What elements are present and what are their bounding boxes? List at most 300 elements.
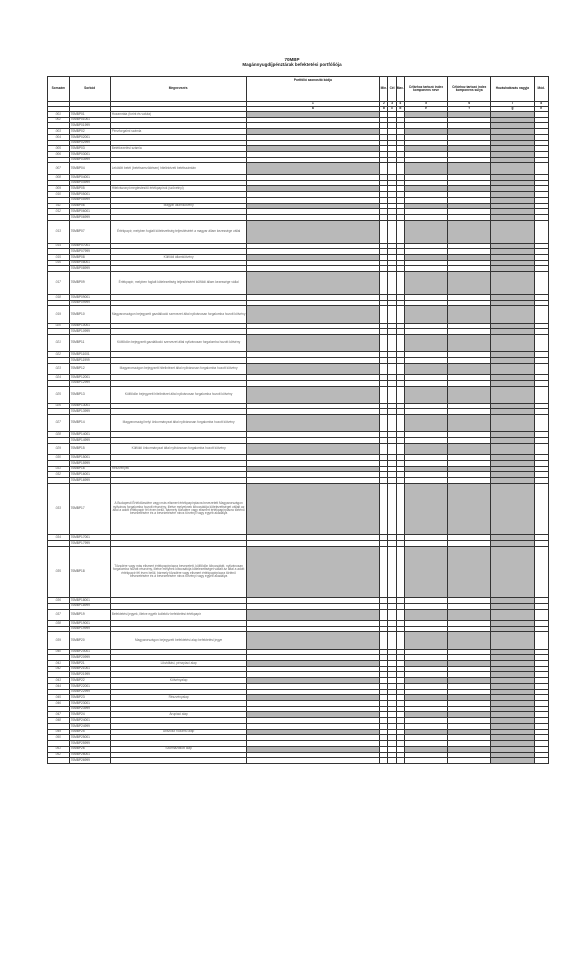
form-code: 70MBP xyxy=(284,57,300,62)
row-code: 70MBP07999 xyxy=(69,249,110,255)
row-number: 011 xyxy=(48,203,70,209)
col-number: 2 xyxy=(380,102,388,107)
col-number: 8 xyxy=(534,102,548,107)
row-code: 70MBP24 xyxy=(69,712,110,718)
max-cell xyxy=(396,415,404,432)
row-code: 70MBP23999 xyxy=(69,706,110,712)
row-code: 70MBP06 xyxy=(69,203,110,209)
header-row xyxy=(48,77,549,102)
row-number: 028 xyxy=(48,432,70,438)
portfolio-cell xyxy=(246,220,380,243)
hozam-cell xyxy=(491,546,534,597)
row-code: 70MBP08001 xyxy=(69,260,110,266)
mod-cell xyxy=(534,335,548,352)
row-code: 70MBP21 xyxy=(69,661,110,667)
row-code: 70MBP08999 xyxy=(69,266,110,272)
col-number: 1 xyxy=(246,102,380,107)
row-code: 70MBP25999 xyxy=(69,741,110,747)
index-name-cell xyxy=(404,220,447,243)
index-name-cell xyxy=(404,163,447,174)
mod-cell xyxy=(534,415,548,432)
col-header-index-suly: Célárhoz tartozó index komponens súlya xyxy=(448,77,491,102)
table-row xyxy=(48,363,549,374)
row-number: 038 xyxy=(48,620,70,626)
row-description: Pénzforgalmi számla xyxy=(110,129,246,135)
row-number: 029 xyxy=(48,443,70,454)
hozam-cell xyxy=(491,443,534,454)
col-number: 6 xyxy=(448,102,491,107)
portfolio-cell xyxy=(246,415,380,432)
mod-cell xyxy=(534,363,548,374)
index-name-cell xyxy=(404,483,447,534)
portfolio-cell xyxy=(246,632,380,649)
row-code: 70MBP17001 xyxy=(69,535,110,541)
row-code: 70MBP25001 xyxy=(69,735,110,741)
row-code: 70MBP15001 xyxy=(69,455,110,461)
col-header-megnevezes: Megnevezés xyxy=(110,77,246,102)
row-code: 70MBP14001 xyxy=(69,432,110,438)
row-number: 019 xyxy=(48,306,70,323)
index-name-cell xyxy=(404,272,447,295)
row-code: 70MBP19001 xyxy=(69,620,110,626)
row-number: 030 xyxy=(48,455,70,461)
portfolio-table xyxy=(47,76,549,764)
row-code: 70MBP05001 xyxy=(69,192,110,198)
table-row xyxy=(48,443,549,454)
row-number: 012 xyxy=(48,209,70,215)
cel-cell xyxy=(388,220,396,243)
row-description: Hitelviszonyt megtestesítő értékpapírok (szövetnyi) xyxy=(110,186,246,192)
row-number: 017 xyxy=(48,272,70,295)
row-code: 70MBP06001 xyxy=(69,209,110,215)
index-weight-cell xyxy=(448,163,491,174)
hozam-cell xyxy=(491,632,534,649)
row-code: 70MBP20999 xyxy=(69,655,110,661)
row-description: Értékpapír, melyben foglalt kötelezettség teljesítéséért külföldi állam kezessége vállal xyxy=(110,272,246,295)
row-description: Abszolút hozamú alap xyxy=(110,729,246,735)
row-code: 70MBP22999 xyxy=(69,689,110,695)
row-code: 70MBP03999 xyxy=(69,157,110,163)
mod-cell xyxy=(534,758,548,764)
row-number: 052 xyxy=(48,752,70,758)
hozam-cell xyxy=(491,335,534,352)
row-description: Lekötött betét (betétszerződésen) hitelintézeti betétszámlán xyxy=(110,163,246,174)
row-description: Árupiaci alap xyxy=(110,712,246,718)
min-cell xyxy=(380,443,388,454)
col-header-mod: Mód. xyxy=(534,77,548,102)
row-number: 022 xyxy=(48,352,70,358)
min-cell xyxy=(380,220,388,243)
row-code: 70MBP17999 xyxy=(69,540,110,546)
hozam-cell xyxy=(491,163,534,174)
index-weight-cell xyxy=(448,272,491,295)
min-cell xyxy=(380,306,388,323)
index-name-cell xyxy=(404,443,447,454)
row-code: 70MBP26 xyxy=(69,746,110,752)
row-number: 032 xyxy=(48,472,70,478)
index-weight-cell xyxy=(448,483,491,534)
index-weight-cell xyxy=(448,335,491,352)
row-description: Magyarországon bejegyzett hitelintézet által nyilvánosan forgalomba hozott kötvény xyxy=(110,363,246,374)
row-code: 70MBP22 xyxy=(69,678,110,684)
row-number: 023 xyxy=(48,363,70,374)
row-code: 70MBP12 xyxy=(69,363,110,374)
row-number: 040 xyxy=(48,649,70,655)
max-cell xyxy=(396,272,404,295)
col-header-sorszam: Sorszám xyxy=(48,77,70,102)
row-number: 051 xyxy=(48,746,70,752)
table-row xyxy=(48,546,549,597)
hozam-cell xyxy=(491,415,534,432)
min-cell xyxy=(380,386,388,403)
cel-cell xyxy=(388,163,396,174)
page-header xyxy=(0,57,584,68)
cel-cell xyxy=(388,306,396,323)
col-letter: b xyxy=(380,107,388,112)
row-code: 70MBP16999 xyxy=(69,478,110,484)
cel-cell xyxy=(388,272,396,295)
row-description: Külföldön bejegyzett hitelintézet által nyilvánosan forgalomba hozott kötvény xyxy=(110,386,246,403)
table-row xyxy=(48,272,549,295)
row-description: Tőzsdére vagy más elismert értékpapírpiacra bevezetett, külföldön kibocsátott, nyilvánosan forgalomba hozott részvény, illetve melynek kibocsátója kötelezettséget vállalt az által a adott értékpapír fél éven belül, bármely tőzsdére vagy elismert értékpapírpiacra történő bevezetésére és a bevezetésére nincs törvényi vagy egyéb akadálya xyxy=(110,546,246,597)
table-body xyxy=(48,112,549,764)
row-code: 70MBP22001 xyxy=(69,683,110,689)
row-description: A Budapesti Értéktőzsdére vagy más elismert értékpapírpiacra bevezetett Magyarországon nyilvános forgalomba hozott részvény, illetve melyeknek kibocsátója kötelezettséget vállalt az által a adott értékpapír fél éven belül, bármely tőzsdére vagy elismert értékpapírpiacra történő bevezetésére és a bevezetésére nincs törvényi vagy egyéb akadálya xyxy=(110,483,246,534)
row-code: 70MBP23001 xyxy=(69,701,110,707)
row-number: 004 xyxy=(48,134,70,140)
row-code: 70MBP02001 xyxy=(69,134,110,140)
index-name-cell xyxy=(404,386,447,403)
row-code: 70MBP07001 xyxy=(69,243,110,249)
hozam-cell xyxy=(491,306,534,323)
row-number: 024 xyxy=(48,375,70,381)
row-code: 70MBP01999 xyxy=(69,123,110,129)
row-code: 70MBP15999 xyxy=(69,460,110,466)
row-code: 70MBP01001 xyxy=(69,117,110,123)
index-name-cell xyxy=(404,415,447,432)
row-code: 70MBP04001 xyxy=(69,174,110,180)
portfolio-cell xyxy=(246,306,380,323)
index-name-cell xyxy=(404,335,447,352)
row-code: 70MBP24999 xyxy=(69,723,110,729)
hozam-cell xyxy=(491,483,534,534)
row-description: Külföldi önkormányzat által nyilvánosan forgalomba hozott kötvény xyxy=(110,443,246,454)
index-weight-cell xyxy=(448,386,491,403)
row-number: 048 xyxy=(48,718,70,724)
row-number: 015 xyxy=(48,254,70,260)
table-row xyxy=(48,758,549,764)
row-number: 035 xyxy=(48,546,70,597)
row-code: 70MBP14 xyxy=(69,415,110,432)
max-cell xyxy=(396,609,404,620)
max-cell xyxy=(396,306,404,323)
row-code: 70MBP09 xyxy=(69,272,110,295)
row-code: 70MBP10 xyxy=(69,306,110,323)
mod-cell xyxy=(534,443,548,454)
min-cell xyxy=(380,632,388,649)
cel-cell xyxy=(388,415,396,432)
col-header-sorkod: Sorkód xyxy=(69,77,110,102)
row-number: 020 xyxy=(48,323,70,329)
col-header-hozam: Hozáshatárzás nagyja xyxy=(491,77,534,102)
row-number: 005 xyxy=(48,146,70,152)
row-code: 70MBP26001 xyxy=(69,752,110,758)
hozam-cell xyxy=(491,363,534,374)
portfolio-cell xyxy=(246,758,380,764)
row-number: 010 xyxy=(48,192,70,198)
row-code: 70MBP24001 xyxy=(69,718,110,724)
table-row xyxy=(48,415,549,432)
row-code: 70MBP11 xyxy=(69,335,110,352)
row-number: 014 xyxy=(48,243,70,249)
col-header-cel: Cél xyxy=(388,77,396,102)
row-description: Származtatott alap xyxy=(110,746,246,752)
portfolio-cell xyxy=(246,483,380,534)
row-code: 70MBP07 xyxy=(69,220,110,243)
hozam-cell xyxy=(491,272,534,295)
row-code: 70MBP25 xyxy=(69,729,110,735)
portfolio-cell xyxy=(246,546,380,597)
col-letter: a xyxy=(246,107,380,112)
max-cell xyxy=(396,363,404,374)
table-row xyxy=(48,163,549,174)
mod-cell xyxy=(534,163,548,174)
row-number: 042 xyxy=(48,666,70,672)
row-description: Külföldön bejegyzett gazdálkodó szervezet által nyilvánosan forgalomba hozott kötvény xyxy=(110,335,246,352)
row-number: 046 xyxy=(48,701,70,707)
portfolio-cell xyxy=(246,363,380,374)
min-cell xyxy=(380,163,388,174)
row-number: 008 xyxy=(48,174,70,180)
row-code: 70MBP10001 xyxy=(69,323,110,329)
col-number: 3 xyxy=(388,102,396,107)
portfolio-cell xyxy=(246,386,380,403)
row-description: Hozamráta (forint és valuta) xyxy=(110,112,246,118)
row-number: 039 xyxy=(48,632,70,649)
max-cell xyxy=(396,546,404,597)
row-code: 70MBP19999 xyxy=(69,626,110,632)
row-number: 009 xyxy=(48,186,70,192)
row-number: 002 xyxy=(48,117,70,123)
row-code: 70MBP08 xyxy=(69,254,110,260)
table-row xyxy=(48,632,549,649)
cel-cell xyxy=(388,546,396,597)
index-weight-cell xyxy=(448,415,491,432)
row-number: 016 xyxy=(48,260,70,266)
row-code: 70MBP11001 xyxy=(69,352,110,358)
row-code: 70MBP09001 xyxy=(69,295,110,301)
row-code: 70MBP19 xyxy=(69,609,110,620)
row-number: 006 xyxy=(48,152,70,158)
row-code: 70MBP17 xyxy=(69,483,110,534)
row-code: 70MBP16 xyxy=(69,466,110,472)
row-number: 025 xyxy=(48,386,70,403)
row-number: 007 xyxy=(48,163,70,174)
row-code: 70MBP02999 xyxy=(69,140,110,146)
max-cell xyxy=(396,163,404,174)
index-name-cell xyxy=(404,632,447,649)
row-description: Betétkezelési számla xyxy=(110,146,246,152)
mod-cell xyxy=(534,272,548,295)
max-cell xyxy=(396,443,404,454)
row-number: 021 xyxy=(48,335,70,352)
mod-cell xyxy=(534,483,548,534)
col-number: 5 xyxy=(404,102,447,107)
row-description: Magyarországon bejegyzett befektetési alap befektetési jegye xyxy=(110,632,246,649)
min-cell xyxy=(380,758,388,764)
min-cell xyxy=(380,335,388,352)
table-row xyxy=(48,335,549,352)
row-code: 70MBP05 xyxy=(69,186,110,192)
row-description: Magyar államkötvény xyxy=(110,203,246,209)
row-code: 70MBP26999 xyxy=(69,758,110,764)
row-code: 70MBP01 xyxy=(69,112,110,118)
row-number: 031 xyxy=(48,466,70,472)
col-number: 4 xyxy=(396,102,404,107)
row-code: 70MBP18999 xyxy=(69,603,110,609)
min-cell xyxy=(380,363,388,374)
row-number: 043 xyxy=(48,678,70,684)
mod-cell xyxy=(534,609,548,620)
row-description: Részvényalap xyxy=(110,695,246,701)
row-number: 045 xyxy=(48,695,70,701)
portfolio-cell xyxy=(246,609,380,620)
portfolio-cell xyxy=(246,443,380,454)
row-code: 70MBP21999 xyxy=(69,672,110,678)
hozam-cell xyxy=(491,758,534,764)
row-number: 033 xyxy=(48,483,70,534)
col-letter: h xyxy=(534,107,548,112)
index-name-cell xyxy=(404,363,447,374)
cel-cell xyxy=(388,386,396,403)
table-row xyxy=(48,386,549,403)
row-number: 034 xyxy=(48,535,70,541)
row-number: 013 xyxy=(48,220,70,243)
mod-cell xyxy=(534,306,548,323)
max-cell xyxy=(396,632,404,649)
row-code: 70MBP09999 xyxy=(69,300,110,306)
col-letter: g xyxy=(491,107,534,112)
row-number: 037 xyxy=(48,609,70,620)
cel-cell xyxy=(388,335,396,352)
table-row xyxy=(48,306,549,323)
row-number: 044 xyxy=(48,683,70,689)
row-number: 041 xyxy=(48,661,70,667)
index-weight-cell xyxy=(448,609,491,620)
row-number: 027 xyxy=(48,415,70,432)
index-weight-cell xyxy=(448,632,491,649)
row-number: 018 xyxy=(48,295,70,301)
row-description: Magyarországon bejegyzett gazdálkodó szervezet által nyilvánosan forgalomba hozott kötvény xyxy=(110,306,246,323)
row-code: 70MBP18001 xyxy=(69,598,110,604)
row-code: 70MBP11999 xyxy=(69,357,110,363)
row-code: 70MBP14999 xyxy=(69,437,110,443)
portfolio-cell xyxy=(246,335,380,352)
row-description: Likviditási, pénzpiaci alap xyxy=(110,661,246,667)
max-cell xyxy=(396,483,404,534)
row-description: Részvények xyxy=(110,466,246,472)
table-row xyxy=(48,483,549,534)
col-letter: e xyxy=(404,107,447,112)
row-number: 047 xyxy=(48,712,70,718)
cel-cell xyxy=(388,609,396,620)
index-weight-cell xyxy=(448,546,491,597)
col-letter: d xyxy=(396,107,404,112)
cel-cell xyxy=(388,443,396,454)
index-weight-cell xyxy=(448,363,491,374)
row-description: Külföldi államkötvény xyxy=(110,254,246,260)
cel-cell xyxy=(388,632,396,649)
row-number: 049 xyxy=(48,729,70,735)
row-code: 70MBP03001 xyxy=(69,152,110,158)
col-letter: c xyxy=(388,107,396,112)
row-description: Befektetési jegyek, illetve egyéb kollektív befektetési értékpapír xyxy=(110,609,246,620)
min-cell xyxy=(380,609,388,620)
row-description: Értékpapír, melyben foglalt kötelezettség teljesítéséért a magyar állam kezessége vállal xyxy=(110,220,246,243)
row-code: 70MBP12999 xyxy=(69,380,110,386)
col-number: 7 xyxy=(491,102,534,107)
max-cell xyxy=(396,335,404,352)
row-code: 70MBP04 xyxy=(69,163,110,174)
cel-cell xyxy=(388,363,396,374)
row-code: 70MBP23 xyxy=(69,695,110,701)
row-number: 036 xyxy=(48,598,70,604)
index-weight-cell xyxy=(448,306,491,323)
row-code: 70MBP20 xyxy=(69,632,110,649)
row-number xyxy=(48,758,70,764)
form-title: Magánnyugdíjpénztárak befektetési portfóliója xyxy=(242,62,342,67)
mod-cell xyxy=(534,386,548,403)
row-code: 70MBP05999 xyxy=(69,197,110,203)
col-header-portfolio: Portfólió azonosító kódja xyxy=(246,77,380,102)
max-cell xyxy=(396,758,404,764)
row-description: Magyarországi helyi önkormányzat által nyilvánosan forgalomba hozott kötvény xyxy=(110,415,246,432)
row-code: 70MBP02 xyxy=(69,129,110,135)
hozam-cell xyxy=(491,386,534,403)
row-code: 70MBP13 xyxy=(69,386,110,403)
row-code: 70MBP18 xyxy=(69,546,110,597)
col-header-min: Min. xyxy=(380,77,388,102)
row-number: 050 xyxy=(48,735,70,741)
row-code: 70MBP16001 xyxy=(69,472,110,478)
row-code: 70MBP04999 xyxy=(69,180,110,186)
mod-cell xyxy=(534,546,548,597)
mod-cell xyxy=(534,220,548,243)
table-row xyxy=(48,609,549,620)
portfolio-cell xyxy=(246,163,380,174)
row-code: 70MBP10999 xyxy=(69,329,110,335)
max-cell xyxy=(396,220,404,243)
index-name-cell xyxy=(404,758,447,764)
hozam-cell xyxy=(491,609,534,620)
col-letter: f xyxy=(448,107,491,112)
hozam-cell xyxy=(491,220,534,243)
index-weight-cell xyxy=(448,758,491,764)
index-name-cell xyxy=(404,546,447,597)
row-description: Kötvényalap xyxy=(110,678,246,684)
portfolio-cell xyxy=(246,272,380,295)
row-code: 70MBP12001 xyxy=(69,375,110,381)
row-number: 003 xyxy=(48,129,70,135)
row-code: 70MBP15 xyxy=(69,443,110,454)
row-number: 026 xyxy=(48,403,70,409)
row-code: 70MBP13999 xyxy=(69,409,110,415)
max-cell xyxy=(396,386,404,403)
row-code: 70MBP21001 xyxy=(69,666,110,672)
row-description xyxy=(110,758,246,764)
index-name-cell xyxy=(404,306,447,323)
row-number: 001 xyxy=(48,112,70,118)
